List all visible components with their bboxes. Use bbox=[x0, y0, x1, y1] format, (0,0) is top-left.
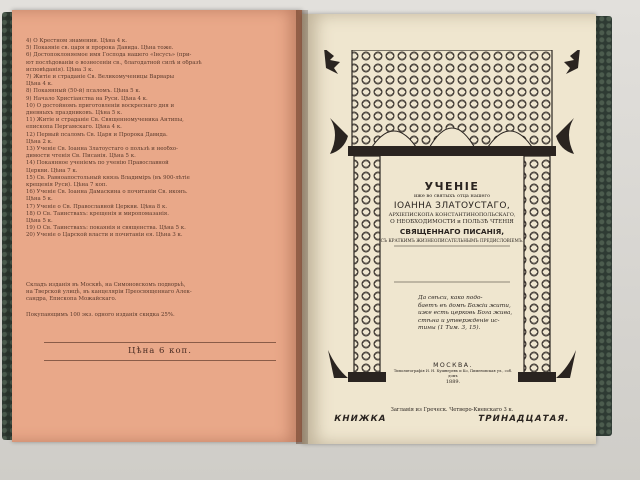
publication-list-item: 7) Житіе и страданіе Св. Великомученицы Варвары bbox=[26, 74, 174, 81]
imprint-year: 1889. bbox=[445, 379, 461, 385]
publication-list-item: 12) Первый псаломъ Св. Царя и Пророка Давида. bbox=[26, 131, 168, 138]
publication-list-item: Цѣна 2 к. bbox=[26, 138, 53, 145]
title-line-2: ІОАННА ЗЛАТОУСТАГО, bbox=[393, 201, 511, 211]
title-line-3: АРХІЕПИСКОПА КОНСТАНТИНОПОЛЬСКАГО, bbox=[388, 212, 516, 218]
title-line-1: иже во святыхъ отца нашего bbox=[413, 193, 491, 199]
book-title: УЧЕНІЕ bbox=[424, 180, 480, 193]
epigraph-line: тины (1 Тим. 3, 15). bbox=[418, 325, 481, 332]
title-line-5: СВЯЩЕННАГО ПИСАНІЯ, bbox=[399, 227, 505, 236]
publication-list-item: 14) Покаянное ученіемъ по ученію Православной bbox=[26, 160, 169, 167]
epigraph-line: Да свѣси, како подо- bbox=[418, 295, 483, 301]
publication-list-item: Церкви. Цѣна 7 к. bbox=[26, 167, 78, 174]
imprint-press: Типолитографія И. Н. Кушнеревъ и Ко, Пименовская ул., соб. домъ bbox=[393, 369, 513, 378]
epigraph-line: стѣна и утвержденіе ис- bbox=[418, 317, 500, 324]
price-rule-bottom bbox=[44, 360, 276, 361]
discount-note: Покупающимъ 100 экз. одного изданія скидка 25%. bbox=[26, 312, 175, 318]
series-label-left: КНИЖКА bbox=[332, 414, 388, 424]
price-rule-top bbox=[44, 342, 276, 343]
title-line-6: СЪ КРАТКИМЪ ЖИЗНЕОПИСАТЕЛЬНЫМЪ ПРЕДИСЛОВІЕМЪ. bbox=[380, 238, 524, 243]
publication-list-item: 16) Ученіе Св. Іоанна Дамаскина о почитаніи Св. иконъ. bbox=[26, 189, 188, 196]
publication-list-item: Цѣна 5 к. bbox=[26, 218, 53, 225]
price-label: Цѣна 6 коп. bbox=[128, 346, 192, 356]
publication-list-item: Цѣна 4 к. bbox=[26, 81, 53, 88]
publication-list-item: дневныхъ праздниковъ. Цѣна 5 к. bbox=[26, 110, 123, 117]
epigraph-quote bbox=[418, 295, 528, 333]
publication-list-item: Цѣна 5 к. bbox=[26, 196, 53, 203]
sale-note-line: Складъ изданія въ Москвѣ, на Симоновскомъ подворьѣ, bbox=[26, 282, 186, 288]
publication-list-item: 11) Житіе и страданіе Св. Священномученика Антипы, bbox=[26, 117, 184, 124]
publication-list-item: крещенія Руси). Цѣна 7 коп. bbox=[26, 182, 108, 189]
publication-list-item: епископа Пергамскаго. Цѣна 4 к. bbox=[26, 124, 122, 131]
publication-list-item: исповѣданія). Цѣна 3 к. bbox=[26, 66, 94, 73]
series-label-right: ТРИНАДЦАТАЯ. bbox=[476, 414, 571, 424]
censor-line: Заглавія из Греческ. Четверо-Киевскаго 3 к. bbox=[390, 407, 514, 413]
epigraph-line: баетъ въ домѣ Божіи жити, bbox=[418, 302, 511, 309]
publication-list-item: димости чтенія Св. Писанія. Цѣна 5 к. bbox=[26, 153, 136, 160]
publication-list-item: 13) Ученіе Св. Іоанна Златоустаго о пользѣ и необхо- bbox=[26, 146, 178, 153]
publication-list-item: 8) Покаянный (50-й) псаломъ. Цѣна 5 к. bbox=[26, 88, 141, 95]
publication-list-item: 6) Достопоклоняемое имя Господа нашего «Інсусъ» (при- bbox=[26, 52, 192, 59]
sale-note-line: сандра, Епископа Можайскаго. bbox=[26, 296, 117, 303]
epigraph-line: иже есть церковь Бога живa, bbox=[418, 310, 513, 317]
publication-list-item: 20) Ученіе о Царской власти и почитаніи ея. Цѣна 3 к. bbox=[26, 232, 183, 239]
publication-list-item: 4) О Крестном знамении. Цѣна 4 к. bbox=[26, 38, 127, 44]
sale-note bbox=[26, 282, 288, 304]
publication-list-item: 19) О Св. Таинствахъ: покаянія и священства. Цѣна 5 к. bbox=[26, 225, 186, 232]
book-gutter bbox=[296, 10, 308, 444]
publication-list-item: 9) Начало Христіанства на Руси. Цѣна 4 к. bbox=[26, 95, 148, 102]
publication-list-item: 15) Св. Равноапостольный князь Владиміръ (въ 900-лѣтіе bbox=[26, 174, 190, 181]
imprint-city: МОСКВА. bbox=[433, 362, 473, 369]
imprint bbox=[390, 362, 516, 385]
publication-list-item: 18) О Св. Таинствахъ: крещенія и миропомазанія. bbox=[26, 210, 169, 217]
publication-list-item: 10) О достойномъ приготовленіи воскреснаго дня и bbox=[26, 102, 175, 109]
publication-list-item: 17) Ученіе о Св. Православной Церкви. Цѣна 8 к. bbox=[26, 203, 168, 210]
publication-list-item: 5) Покаяніе св. царя и пророка Давида. Цѣна тоже. bbox=[26, 45, 174, 52]
title-block bbox=[380, 180, 524, 244]
publication-list-item: ют послѣдованіи о вознесеніи св., благодатной силѣ и образѣ bbox=[26, 59, 202, 66]
sale-note-line: на Тверской улицѣ, въ канцеляріи Преосвященнаго Алек- bbox=[26, 289, 192, 296]
title-line-4: О НЕОБХОДИМОСТИ и ПОЛЬЗѢ ЧТЕНІЯ bbox=[390, 219, 514, 225]
publication-list bbox=[26, 38, 288, 240]
